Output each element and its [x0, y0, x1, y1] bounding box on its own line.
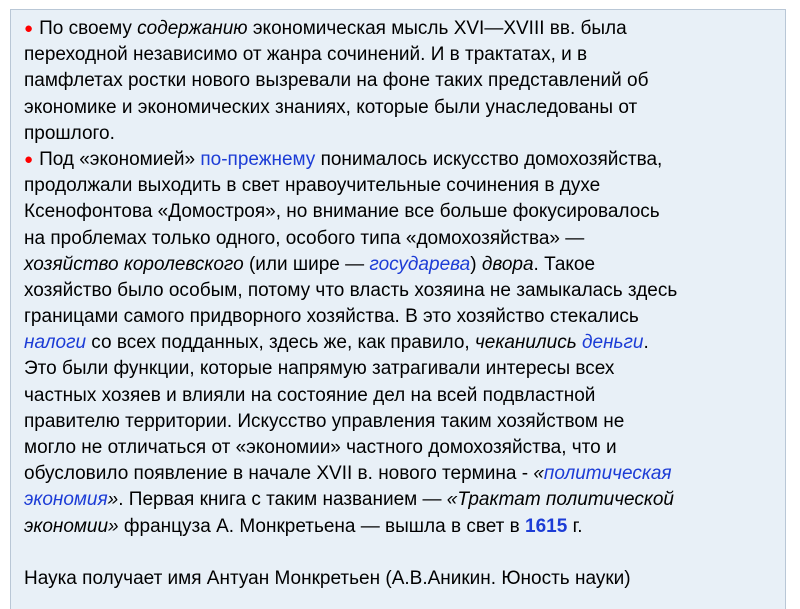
text-run: налоги — [24, 332, 87, 354]
p2-line — [24, 226, 784, 252]
bullet-icon: ● — [24, 20, 34, 37]
text-run: хозяйство было особым, потому что власть хозяина не замыкалась здесь — [24, 279, 678, 301]
p2-line — [24, 199, 784, 225]
text-run: «Трактат политической — [446, 489, 675, 511]
text-run: по-прежнему — [200, 148, 316, 170]
text-run: двора — [481, 253, 534, 275]
p2-line — [24, 409, 784, 435]
p1-line-4: экономике и экономических знаниях, которые были унаследованы от — [24, 96, 638, 118]
p1-line-2: переходной независимо от жанра сочинений. И в трактатах, и в — [24, 44, 588, 66]
p2-line — [24, 330, 784, 356]
text-run: хозяйство королевского — [24, 253, 244, 275]
spacer — [24, 540, 784, 566]
p2-line — [24, 356, 784, 382]
text-run: понималось искусство домохозяйства, — [315, 148, 663, 170]
text-run: продолжали выходить в свет нравоучительные сочинения в духе — [24, 175, 601, 197]
bullet-icon: ● — [24, 150, 34, 168]
text-run: могло не отличаться от «экономии» частного домохозяйства, что и — [24, 437, 617, 458]
text-run: частных хозяев и влияли на состояние дел на всей подвластной — [24, 384, 596, 406]
text-run: политическая — [543, 463, 672, 485]
p2-line — [24, 383, 784, 409]
text-run: » — [107, 489, 119, 511]
p2-line — [24, 278, 784, 304]
text-run: экономия — [24, 489, 108, 511]
text-run: г. — [567, 515, 583, 537]
text-run: экономическая мысль XVI—XVIII вв. была — [247, 18, 627, 39]
slide-text — [24, 16, 784, 592]
slide — [10, 9, 786, 609]
text-run: границами самого придворного хозяйства. В это хозяйство стекались — [24, 306, 639, 328]
text-run: . Такое — [533, 253, 596, 275]
text-run: деньги — [582, 332, 644, 354]
text-run: Под «экономией» — [39, 148, 201, 170]
p2-body — [24, 173, 784, 540]
p2-line — [24, 304, 784, 330]
text-run: государева — [369, 253, 471, 275]
p2-line — [24, 173, 784, 199]
text-run: экономии» — [24, 515, 119, 537]
text-run: на проблемах только одного, особого типа «домохозяйства» — — [24, 227, 585, 249]
text-run: содержанию — [137, 18, 248, 39]
text-run: (или шире — — [243, 253, 370, 275]
text-run: . — [643, 332, 649, 354]
text-run: Это были функции, которые напрямую затрагивали интересы всех — [24, 358, 615, 380]
text-run: ) — [470, 253, 482, 275]
p2-line — [24, 514, 784, 540]
p1-line-5: прошлого. — [24, 122, 115, 144]
p1-line-1 — [24, 16, 784, 42]
text-run: обусловило появление в начале XVII в. нового термина - — [24, 463, 534, 485]
text-run: По своему — [39, 18, 138, 39]
text-run: чеканились — [474, 332, 577, 354]
text-run: со всех подданных, здесь же, как правило, — [86, 332, 475, 354]
text-run: 1615 — [525, 515, 568, 537]
p2-line-1 — [24, 147, 784, 173]
p2-line — [24, 252, 784, 278]
text-run: . Первая книга с таким названием — — [118, 489, 447, 511]
last-line: Наука получает имя Антуан Монкретьен (А.В.Аникин. Юность науки) — [24, 567, 631, 589]
p2-line — [24, 461, 784, 487]
p2-line — [24, 487, 784, 513]
p2-line — [24, 435, 784, 461]
text-run: Ксенофонтова «Домостроя», но внимание все больше фокусировалось — [24, 201, 660, 223]
text-run: правителю территории. Искусство управления таким хозяйством не — [24, 410, 625, 432]
p1-line-3: памфлетах ростки нового вызревали на фоне таких представлений об — [24, 70, 649, 92]
text-run: француза А. Монкретьена — вышла в свет в — [118, 515, 526, 537]
text-run: « — [533, 463, 544, 485]
